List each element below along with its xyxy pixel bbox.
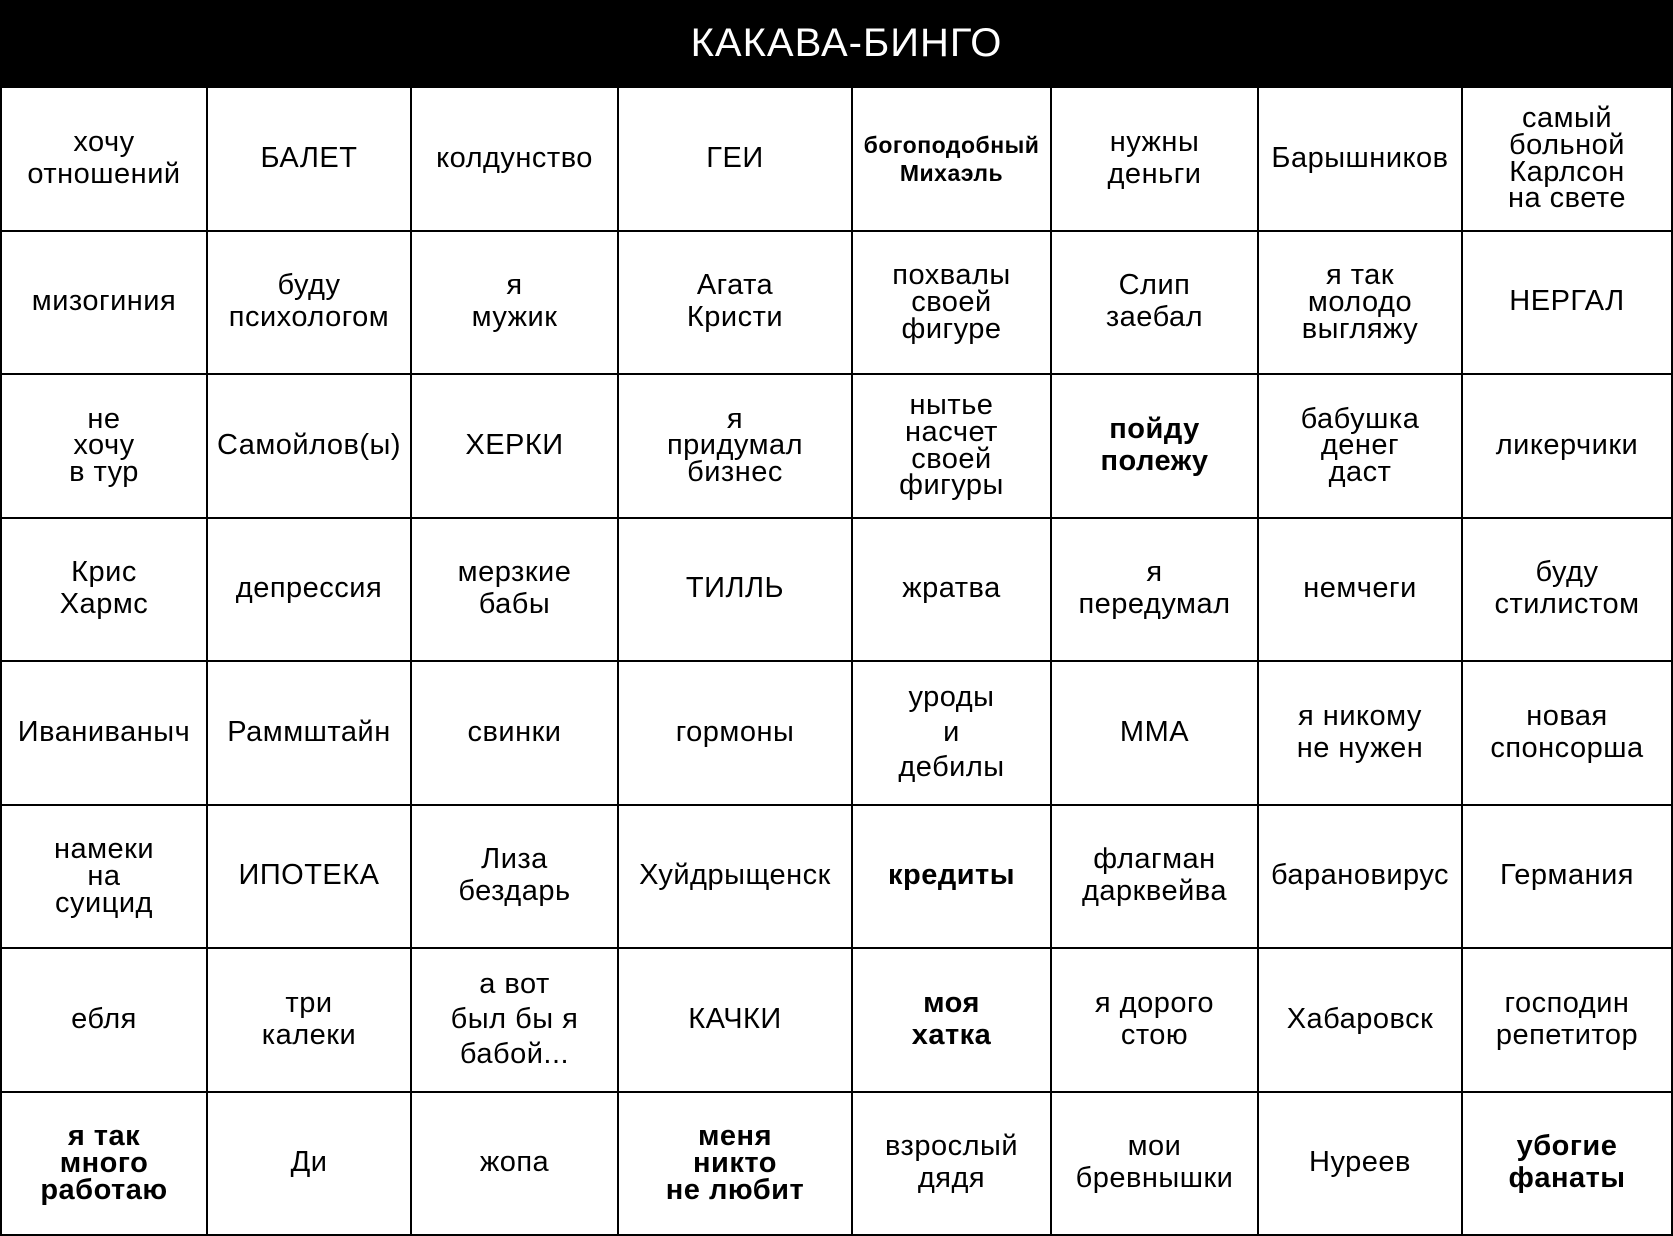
bingo-cell-label: ХЕРКИ xyxy=(465,430,563,462)
bingo-cell[interactable] xyxy=(0,949,208,1093)
bingo-cell-label: ИПОТЕКА xyxy=(238,860,379,892)
bingo-cell-label: я мужик xyxy=(472,270,558,334)
bingo-cell[interactable] xyxy=(1463,232,1673,376)
bingo-cell[interactable] xyxy=(412,662,619,806)
bingo-cell-label: нужны деньги xyxy=(1108,127,1202,191)
bingo-cell[interactable] xyxy=(1052,949,1259,1093)
bingo-cell[interactable] xyxy=(208,806,412,950)
bingo-cell[interactable] xyxy=(1463,88,1673,232)
bingo-cell[interactable] xyxy=(1259,88,1463,232)
bingo-cell[interactable] xyxy=(1259,806,1463,950)
bingo-cell[interactable] xyxy=(412,232,619,376)
bingo-cell[interactable] xyxy=(619,88,853,232)
bingo-cell-label: убогие фанаты xyxy=(1508,1131,1625,1195)
bingo-cell[interactable] xyxy=(0,519,208,663)
bingo-cell[interactable] xyxy=(1052,1093,1259,1236)
bingo-cell-label: не хочу в тур xyxy=(69,406,139,486)
bingo-cell[interactable] xyxy=(208,232,412,376)
bingo-cell[interactable] xyxy=(853,1093,1052,1236)
bingo-cell[interactable] xyxy=(853,232,1052,376)
bingo-cell[interactable] xyxy=(412,949,619,1093)
bingo-cell[interactable] xyxy=(1463,949,1673,1093)
bingo-cell[interactable] xyxy=(1052,375,1259,519)
bingo-cell-label: буду психологом xyxy=(229,270,389,334)
bingo-cell-label: Ди xyxy=(291,1147,328,1179)
bingo-cell[interactable] xyxy=(412,88,619,232)
bingo-cell-label: барановирус xyxy=(1271,860,1449,892)
bingo-grid xyxy=(0,86,1673,1234)
bingo-cell[interactable] xyxy=(1259,375,1463,519)
bingo-cell-label: кредиты xyxy=(888,860,1015,892)
bingo-cell[interactable] xyxy=(1052,662,1259,806)
bingo-cell-label: мерзкие бабы xyxy=(458,557,572,621)
bingo-cell-label: Агата Кристи xyxy=(687,270,783,334)
bingo-cell[interactable] xyxy=(0,806,208,950)
bingo-cell-label: похвалы своей фигуре xyxy=(892,262,1010,342)
bingo-cell-label: Иваниваныч xyxy=(18,717,190,749)
bingo-cell-label: НЕРГАЛ xyxy=(1509,286,1624,318)
bingo-cell[interactable] xyxy=(208,375,412,519)
bingo-cell-label: Крис Хармс xyxy=(60,557,149,621)
bingo-cell[interactable] xyxy=(412,519,619,663)
bingo-cell-label: бабушка денег даст xyxy=(1301,406,1420,486)
bingo-cell[interactable] xyxy=(0,232,208,376)
bingo-cell-label: ТИЛЛЬ xyxy=(686,573,784,605)
bingo-cell-label: мои бревнышки xyxy=(1076,1131,1234,1195)
bingo-cell-label: хочу отношений xyxy=(27,127,180,191)
bingo-cell-label: господин репетитор xyxy=(1496,988,1638,1052)
bingo-cell-label: жопа xyxy=(480,1147,549,1179)
bingo-cell-label: я придумал бизнес xyxy=(667,406,803,486)
bingo-cell-label: буду стилистом xyxy=(1494,557,1639,621)
bingo-cell[interactable] xyxy=(853,375,1052,519)
bingo-cell[interactable] xyxy=(1463,1093,1673,1236)
bingo-cell[interactable] xyxy=(412,1093,619,1236)
bingo-cell[interactable] xyxy=(619,519,853,663)
bingo-cell[interactable] xyxy=(619,662,853,806)
bingo-cell-label: уроды и дебилы xyxy=(898,680,1004,786)
bingo-cell[interactable] xyxy=(412,375,619,519)
bingo-cell[interactable] xyxy=(619,375,853,519)
bingo-cell-label: депрессия xyxy=(236,573,382,605)
bingo-cell[interactable] xyxy=(0,375,208,519)
bingo-cell[interactable] xyxy=(1259,519,1463,663)
bingo-cell-label: БАЛЕТ xyxy=(261,143,358,175)
bingo-cell-label: ГЕИ xyxy=(706,143,763,175)
bingo-title: КАКАВА-БИНГО xyxy=(691,21,1003,66)
bingo-cell[interactable] xyxy=(0,1093,208,1236)
bingo-cell-label: я дорого стою xyxy=(1095,988,1214,1052)
bingo-cell[interactable] xyxy=(208,1093,412,1236)
bingo-cell[interactable] xyxy=(619,806,853,950)
bingo-cell[interactable] xyxy=(208,662,412,806)
bingo-cell[interactable] xyxy=(619,1093,853,1236)
bingo-cell-label: флагман дарквейва xyxy=(1082,844,1227,908)
bingo-cell[interactable] xyxy=(853,806,1052,950)
bingo-cell-label: я никому не нужен xyxy=(1297,701,1424,765)
bingo-cell[interactable] xyxy=(853,519,1052,663)
bingo-cell[interactable] xyxy=(208,88,412,232)
bingo-cell-label: жратва xyxy=(902,573,1001,605)
bingo-cell-label: Германия xyxy=(1500,860,1634,892)
bingo-cell-label: нытье насчет своей фигуры xyxy=(899,392,1004,499)
bingo-cell[interactable] xyxy=(1052,88,1259,232)
bingo-cell-label: новая спонсорша xyxy=(1490,701,1643,765)
bingo-cell[interactable] xyxy=(619,949,853,1093)
bingo-cell[interactable] xyxy=(1259,949,1463,1093)
bingo-cell-label: моя хатка xyxy=(912,988,992,1052)
bingo-cell-label: я так молодо выгляжу xyxy=(1302,262,1419,342)
bingo-cell-label: взрослый дядя xyxy=(885,1131,1018,1195)
bingo-cell-label: намеки на суицид xyxy=(54,836,154,916)
bingo-cell-label: Раммштайн xyxy=(227,717,390,749)
bingo-cell-label: я так много работаю xyxy=(40,1123,167,1203)
bingo-cell-label: свинки xyxy=(467,717,561,749)
bingo-cell-label: меня никто не любит xyxy=(666,1123,804,1203)
bingo-cell-label: ММА xyxy=(1120,717,1189,749)
bingo-cell-label: Слип заебал xyxy=(1106,270,1203,334)
title-bar xyxy=(0,0,1673,86)
bingo-cell-label: богоподобный Михаэль xyxy=(864,131,1040,187)
bingo-cell[interactable] xyxy=(0,662,208,806)
bingo-cell-label: Самойлов(ы) xyxy=(217,430,401,462)
bingo-cell-label: гормоны xyxy=(676,717,795,749)
bingo-cell-label: а вот был бы я бабой... xyxy=(451,967,579,1073)
bingo-cell-label: три калеки xyxy=(262,988,356,1052)
bingo-cell-label: ликерчики xyxy=(1496,430,1638,462)
bingo-cell[interactable] xyxy=(1463,806,1673,950)
bingo-cell[interactable] xyxy=(853,88,1052,232)
bingo-cell[interactable] xyxy=(412,806,619,950)
bingo-cell-label: я передумал xyxy=(1078,557,1230,621)
bingo-cell[interactable] xyxy=(619,232,853,376)
bingo-cell-label: колдунство xyxy=(436,143,593,175)
bingo-cell-label: Хабаровск xyxy=(1287,1004,1434,1036)
bingo-cell[interactable] xyxy=(1259,662,1463,806)
bingo-cell[interactable] xyxy=(1259,1093,1463,1236)
bingo-cell[interactable] xyxy=(208,949,412,1093)
bingo-cell[interactable] xyxy=(208,519,412,663)
bingo-cell-label: самый больной Карлсон на свете xyxy=(1508,105,1626,212)
bingo-cell-label: Нуреев xyxy=(1309,1147,1411,1179)
bingo-cell-label: КАЧКИ xyxy=(688,1004,782,1036)
bingo-cell[interactable] xyxy=(853,662,1052,806)
bingo-cell[interactable] xyxy=(1259,232,1463,376)
bingo-cell-label: ебля xyxy=(71,1004,137,1036)
bingo-cell[interactable] xyxy=(1052,232,1259,376)
bingo-cell-label: пойду полежу xyxy=(1101,414,1209,478)
bingo-cell-label: немчеги xyxy=(1303,573,1417,605)
bingo-cell[interactable] xyxy=(1463,662,1673,806)
bingo-cell-label: Лиза бездарь xyxy=(458,844,570,908)
bingo-cell[interactable] xyxy=(0,88,208,232)
bingo-cell[interactable] xyxy=(853,949,1052,1093)
bingo-cell-label: мизогиния xyxy=(32,286,176,318)
bingo-cell[interactable] xyxy=(1052,519,1259,663)
bingo-cell-label: Хуйдрыщенск xyxy=(639,860,831,892)
bingo-cell[interactable] xyxy=(1463,519,1673,663)
bingo-cell[interactable] xyxy=(1463,375,1673,519)
bingo-cell-label: Барышников xyxy=(1271,143,1448,175)
bingo-cell[interactable] xyxy=(1052,806,1259,950)
